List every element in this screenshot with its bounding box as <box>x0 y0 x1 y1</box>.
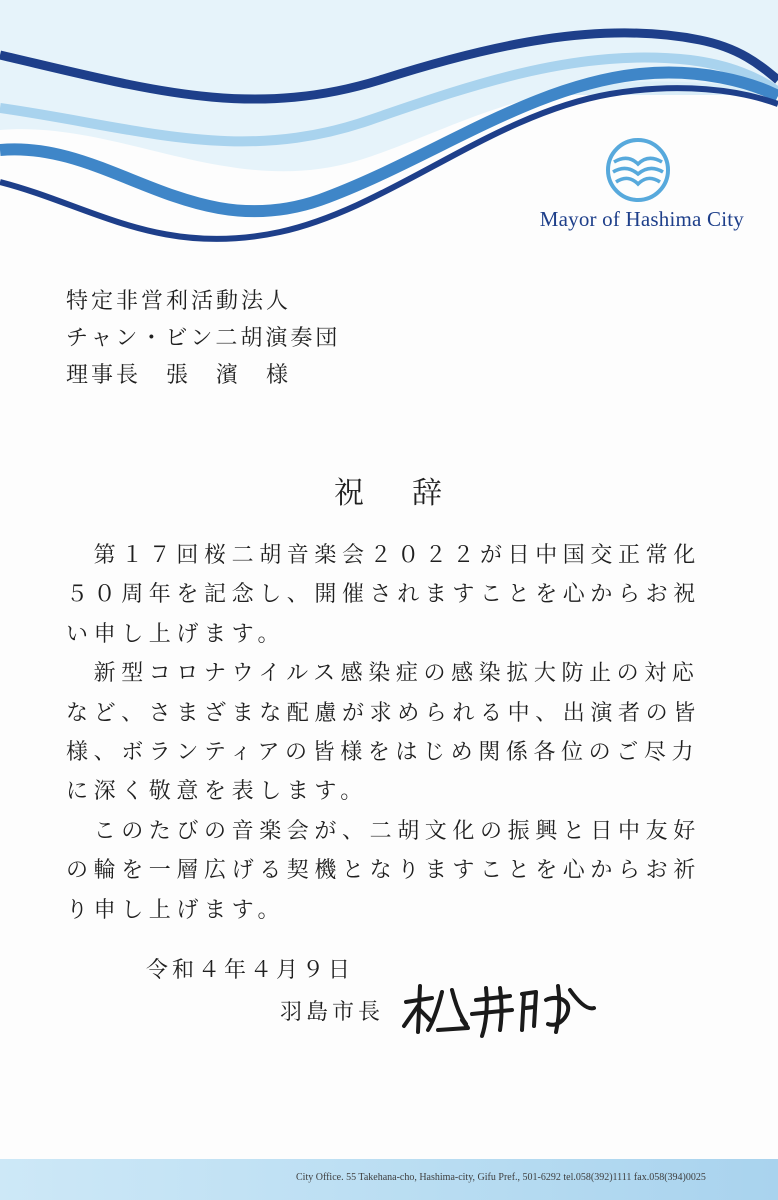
body-line: の輪を一層広げる契機となりますことを心からお祈 <box>66 858 701 884</box>
title-char-2: 辞 <box>412 476 444 511</box>
body-line: ５０周年を記念し、開催されますことを心からお祝 <box>66 582 701 608</box>
hashima-city-emblem-icon <box>604 136 672 204</box>
addressee-recipient: 理事長 張 濱 様 <box>66 363 292 388</box>
document-title <box>0 468 778 512</box>
body-line: 第１７回桜二胡音楽会２０２２が日中国交正常化 <box>66 543 701 568</box>
body-line: 様、ボランティアの皆様をはじめ関係各位のご尽力 <box>66 739 700 765</box>
handwritten-signature <box>398 980 598 1040</box>
addressee-block <box>66 283 340 394</box>
footer-address: City Office. 55 Takehana-cho, Hashima-city, Gifu Pref., 501-6292 tel.058(392)1111 fax.058(394)0025 <box>296 1172 706 1183</box>
signer-title: 羽島市長 <box>280 1000 385 1025</box>
addressee-organization-type: 特定非営利活動法人 <box>66 289 292 314</box>
addressee-organization-name: チャン・ビン二胡演奏団 <box>66 326 341 351</box>
letter-date: 令和４年４月９日 <box>146 958 355 983</box>
mayor-title: Mayor of Hashima City <box>539 207 744 231</box>
body-line: など、さまざまな配慮が求められる中、出演者の皆 <box>66 700 701 726</box>
body-line: このたびの音楽会が、二胡文化の振興と日中友好 <box>66 818 701 844</box>
title-char-1: 祝 <box>334 476 366 511</box>
body-line: に深く敬意を表します。 <box>66 779 368 805</box>
letter-body <box>66 536 701 930</box>
body-line: い申し上げます。 <box>66 621 286 647</box>
body-line: 新型コロナウイルス感染症の感染拡大防止の対応 <box>66 661 700 687</box>
body-line: り申し上げます。 <box>66 897 286 923</box>
